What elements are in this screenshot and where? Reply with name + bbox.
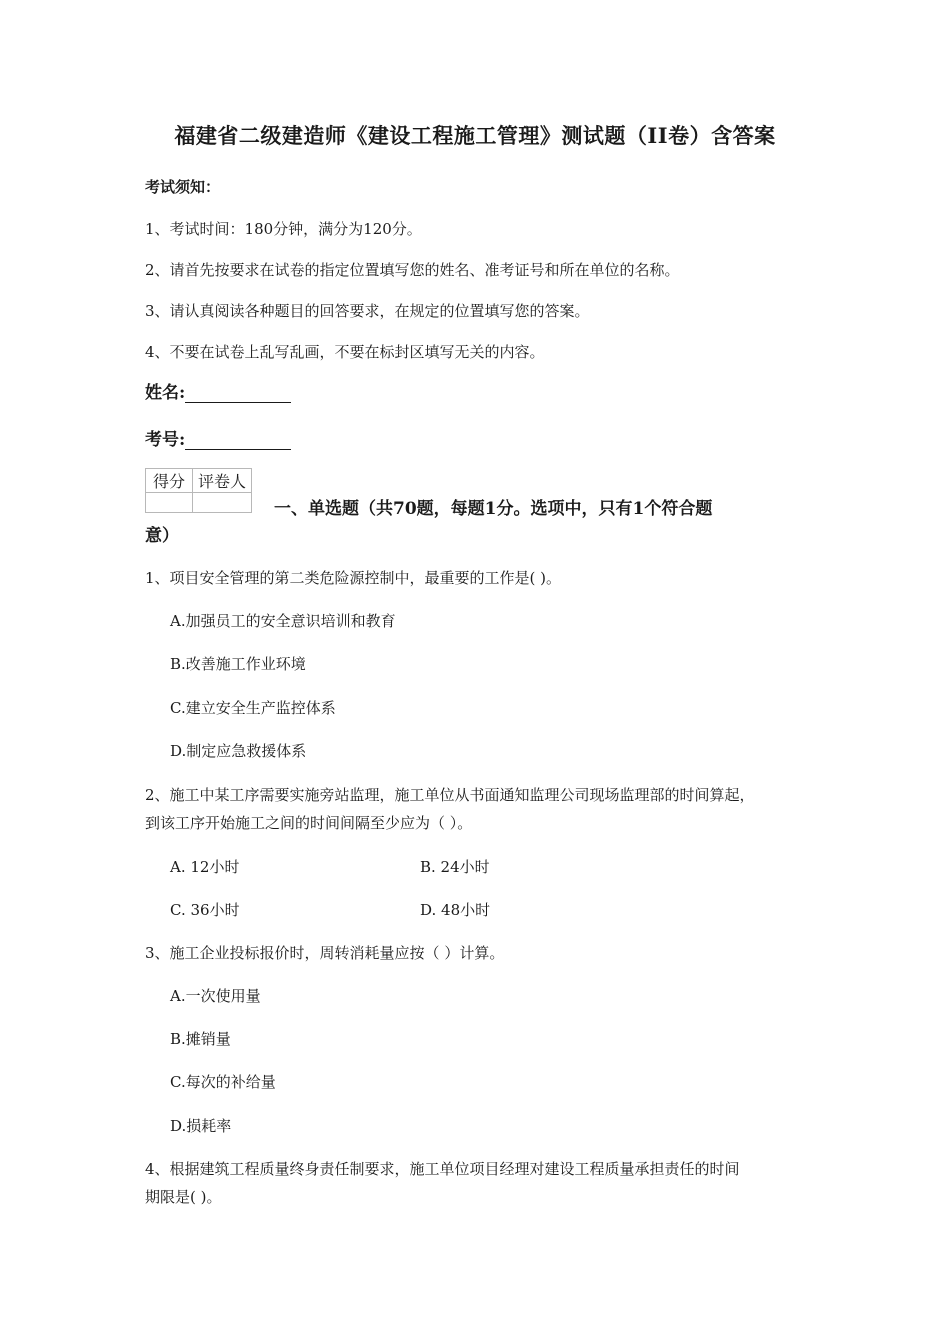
question-option: C.每次的补给量 — [170, 1073, 276, 1091]
score-header: 得分 — [146, 469, 193, 493]
question-option: B. 24小时 — [420, 858, 490, 876]
grader-cell[interactable] — [193, 493, 252, 513]
exam-number-field — [145, 425, 291, 450]
question-option: A.一次使用量 — [170, 987, 261, 1005]
question-stem-continued: 到该工序开始施工之间的时间间隔至少应为（ ）。 — [145, 814, 473, 832]
question-option: C.建立安全生产监控体系 — [170, 699, 336, 717]
instruction-item: 4、不要在试卷上乱写乱画，不要在标封区填写无关的内容。 — [145, 343, 545, 361]
name-field — [145, 378, 291, 403]
question-option: A. 12小时 — [170, 858, 240, 876]
question-option: C. 36小时 — [170, 901, 240, 919]
grader-header: 评卷人 — [193, 469, 252, 493]
question-stem: 3、施工企业投标报价时，周转消耗量应按（ ）计算。 — [145, 944, 505, 962]
exam-number-blank[interactable] — [185, 431, 291, 450]
name-label: 姓名: — [145, 383, 186, 403]
section-heading: 一、单选题（共70题，每题1分。选项中，只有1个符合题 — [274, 499, 713, 519]
instructions-heading: 考试须知： — [145, 178, 221, 196]
instruction-item: 1、考试时间：180分钟，满分为120分。 — [145, 220, 422, 238]
question-stem-continued: 期限是( )。 — [145, 1188, 222, 1206]
instruction-item: 3、请认真阅读各种题目的回答要求，在规定的位置填写您的答案。 — [145, 302, 590, 320]
section-heading-continued: 意） — [145, 526, 179, 546]
score-table — [145, 468, 252, 513]
exam-number-label: 考号: — [145, 430, 186, 450]
question-option: D. 48小时 — [420, 901, 491, 919]
question-option: B.摊销量 — [170, 1030, 231, 1048]
name-blank[interactable] — [185, 384, 291, 403]
document-title: 福建省二级建造师《建设工程施工管理》测试题（II卷）含答案 — [174, 123, 776, 148]
instruction-item: 2、请首先按要求在试卷的指定位置填写您的姓名、准考证号和所在单位的名称。 — [145, 261, 680, 279]
question-option: A.加强员工的安全意识培训和教育 — [170, 612, 396, 630]
score-cell[interactable] — [146, 493, 193, 513]
question-stem: 2、施工中某工序需要实施旁站监理，施工单位从书面通知监理公司现场监理部的时间算起， — [145, 786, 755, 804]
question-option: B.改善施工作业环境 — [170, 655, 306, 673]
question-stem: 4、根据建筑工程质量终身责任制要求，施工单位项目经理对建设工程质量承担责任的时间 — [145, 1160, 740, 1178]
question-option: D.损耗率 — [170, 1117, 232, 1135]
question-stem: 1、项目安全管理的第二类危险源控制中，最重要的工作是( )。 — [145, 569, 562, 587]
question-option: D.制定应急救援体系 — [170, 742, 307, 760]
